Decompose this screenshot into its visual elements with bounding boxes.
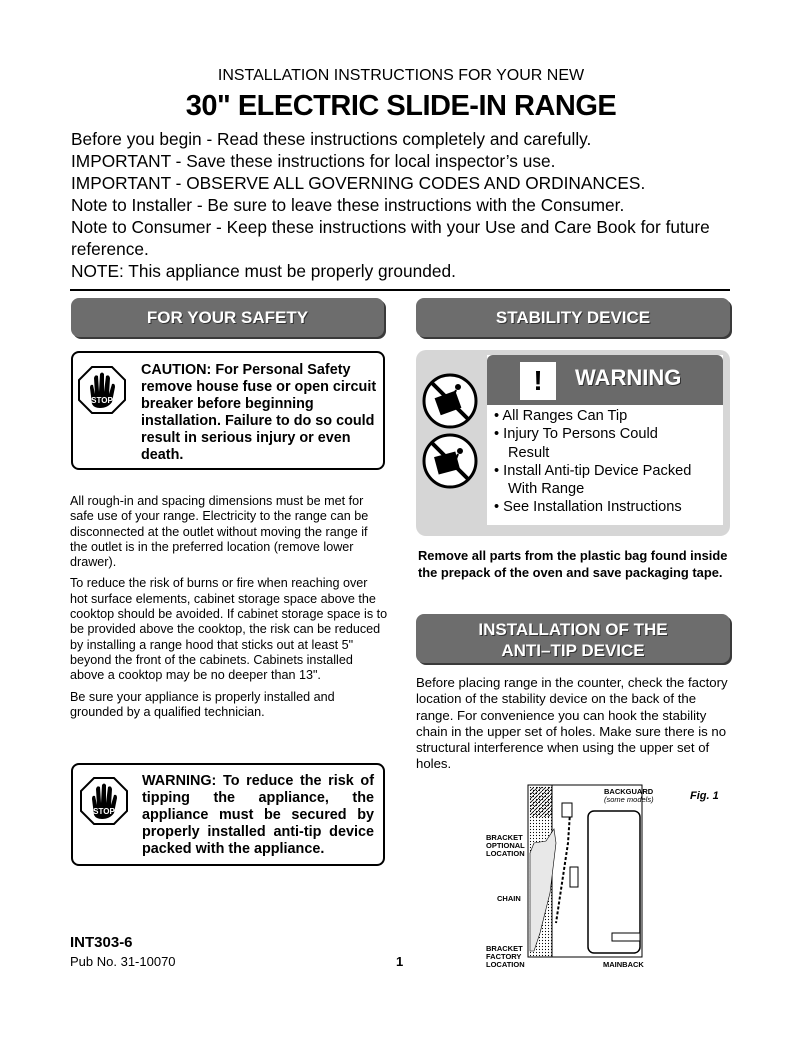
install-text: Before placing range in the counter, check the factory location of the stability device on the back of the range. For convenience you can hook the stability chain in the upper set of holes. Make sure there is no structural interference when using the upper set of holes.	[416, 675, 728, 772]
bullet-item: With Range	[508, 481, 585, 498]
fig-text: FACTORY	[486, 952, 522, 961]
paragraph: Be sure your appliance is properly installed and grounded by a qualified technician.	[70, 689, 335, 719]
safety-banner: FOR YOUR SAFETY	[71, 298, 384, 337]
pub-number: Pub No. 31-10070	[70, 954, 176, 969]
stop-hand-icon	[78, 366, 126, 414]
bullet-item: • See Installation Instructions	[494, 499, 682, 516]
fig-text: LOCATION	[486, 849, 525, 858]
bullet-item: • Install Anti-tip Device Packed	[494, 462, 692, 479]
warning-title: WARNING	[575, 365, 682, 390]
bullet-item: • Injury To Persons Could	[494, 426, 658, 443]
page-title: 30" ELECTRIC SLIDE-IN RANGE	[185, 90, 617, 122]
intro-line: Note to Installer - Be sure to leave these instructions with the Consumer.	[71, 195, 625, 215]
intro-block	[71, 128, 721, 282]
fig-text: OPTIONAL	[486, 841, 525, 850]
warning-bullets	[494, 407, 724, 517]
intro-line: IMPORTANT - Save these instructions for local inspector’s use.	[71, 151, 556, 171]
intro-line: IMPORTANT - OBSERVE ALL GOVERNING CODES AND ORDINANCES.	[71, 173, 646, 193]
stop-hand-icon	[80, 777, 128, 825]
fig-text: LOCATION	[486, 960, 525, 969]
paragraph: To reduce the risk of burns or fire when reaching over hot surface elements, cabinet storage space above the cooktop should be avoided. If cabinet storage space is to be provided above the cooktop, the risk can be reduced by installing a range hood that sticks out at least 5" beyond the front of the cabinets. Cabinets installed above a cooktop may be no deeper than 13".	[70, 576, 388, 683]
stability-banner: STABILITY DEVICE	[416, 298, 730, 337]
bullet-item: Result	[508, 444, 550, 461]
intro-line: Note to Consumer - Keep these instructions with your Use and Care Book for future reference.	[71, 217, 710, 259]
caution-text: CAUTION: For Personal Safety remove house fuse or open circuit breaker before beginning installation. Failure to do so could result in serious injury or even death.	[141, 362, 377, 463]
paragraph: All rough-in and spacing dimensions must be met for safe use of your range. Electricity to the range can be disconnected at the outlet without moving the range if the outlet is in the preferred location (remove lower drawer).	[70, 494, 369, 570]
anti-tip-diagram	[526, 783, 648, 961]
stop-sign-text: STOP	[91, 396, 113, 405]
figure-label: Fig. 1	[690, 790, 719, 802]
fig-text: (some models)	[604, 795, 654, 804]
doc-code: INT303-6	[70, 934, 133, 951]
intro-line: Before you begin - Read these instructions completely and carefully.	[71, 129, 592, 149]
bullet-item: • All Ranges Can Tip	[494, 408, 628, 424]
warning-text: WARNING: To reduce the risk of tipping the appliance, the appliance must be secured by properly installed anti-tip device packed with the appliance.	[142, 773, 374, 857]
page-number: 1	[396, 954, 404, 969]
chain-label: CHAIN	[497, 894, 521, 903]
mainback-label: MAINBACK	[603, 960, 644, 969]
safety-paragraphs	[70, 494, 388, 726]
remove-parts-text: Remove all parts from the plastic bag found inside the prepack of the oven and save packaging tape.	[418, 548, 728, 580]
fig-text: BRACKET	[486, 944, 523, 953]
fig-text: BACKGUARD	[604, 787, 654, 796]
install-banner-line: ANTI–TIP DEVICE	[501, 641, 645, 660]
bracket-factory-label	[486, 945, 525, 969]
subtitle: INSTALLATION INSTRUCTIONS FOR YOUR NEW	[217, 67, 585, 84]
exclamation-icon: !	[520, 362, 556, 400]
backguard-label	[604, 788, 664, 804]
intro-line: NOTE: This appliance must be properly grounded.	[71, 261, 456, 281]
divider	[70, 289, 730, 291]
bracket-optional-label	[486, 834, 525, 858]
install-banner	[416, 614, 730, 663]
stop-sign-text: STOP	[93, 807, 115, 816]
tip-hazard-icon	[420, 372, 480, 492]
fig-text: BRACKET	[486, 833, 523, 842]
install-banner-line: INSTALLATION OF THE	[478, 620, 668, 639]
